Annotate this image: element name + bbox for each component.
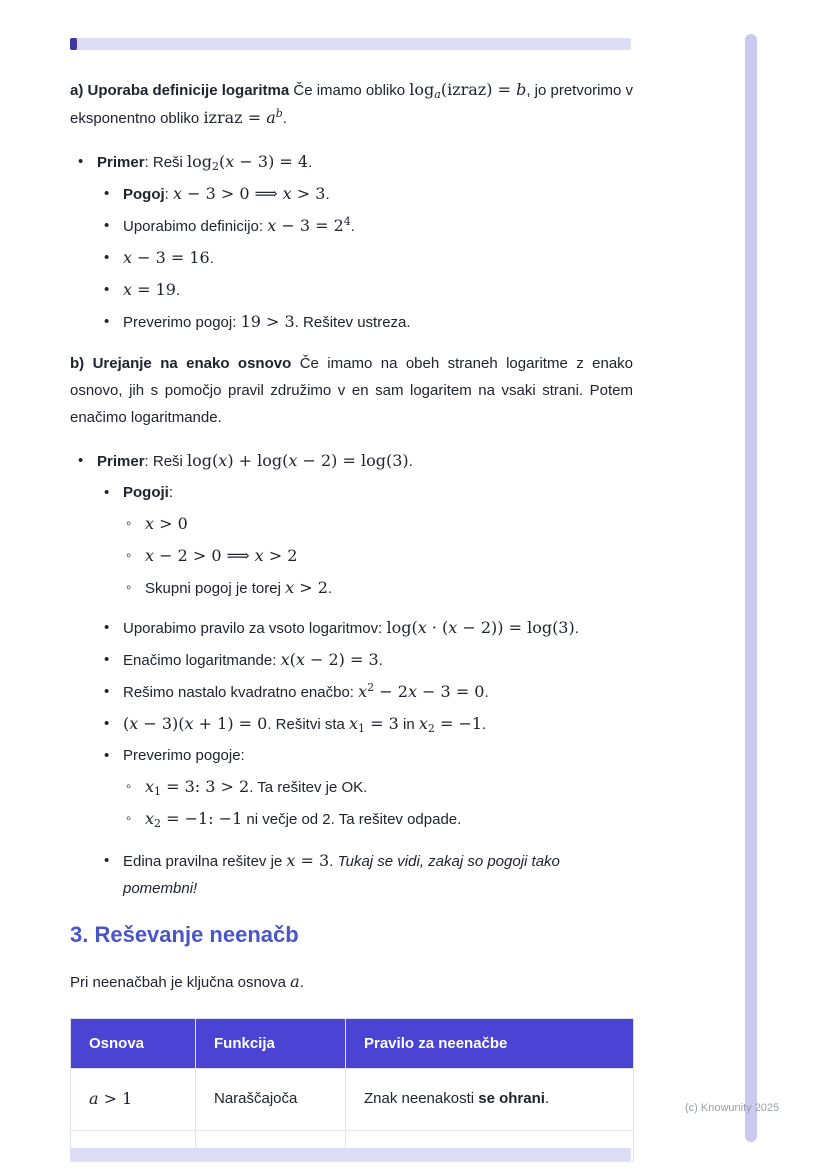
list-item: ◦ x > 0: [70, 510, 633, 538]
table-cell-pravilo: Znak neenakosti se ohrani.: [346, 1069, 634, 1131]
list-item: • Primer: Reši log(x) + log(x − 2) = log(3).: [70, 447, 633, 475]
list-item: ◦ $x_2 = -1$: −1 ni večje od 2. Ta rešitev odpade.: [70, 805, 633, 833]
bullet-icon: •: [104, 852, 110, 869]
bullet-icon: •: [104, 619, 110, 636]
paragraph-neenacbe-osnova: Pri neenačbah je ključna osnova a.: [70, 972, 304, 991]
bullet-icon: •: [104, 484, 110, 501]
table-cell-funkcija: Naraščajoča: [196, 1069, 346, 1131]
list-item: • (x − 3)(x + 1) = 0. Rešitvi sta $x_1 = 3$ in $x_2 = -1$.: [70, 710, 633, 738]
rules-table: [70, 1018, 634, 1162]
document-content: [70, 76, 633, 1162]
list-item: • x − 3 = 16.: [70, 244, 633, 272]
table-cell-osnova: a > 1: [71, 1069, 196, 1131]
circle-bullet-icon: ◦: [126, 810, 132, 827]
section-highlight-bar: [70, 38, 631, 50]
watermark: (c) Knowunity 2025: [685, 1102, 780, 1114]
list-item: • Preverimo pogoj: 19 > 3. Rešitev ustreza.: [70, 308, 633, 336]
scrollbar-thumb[interactable]: [745, 34, 757, 1142]
list-example-b: [70, 447, 633, 902]
section-heading-resevanje-neenacb: 3. Reševanje neenačb: [70, 922, 299, 947]
table-header-cell-funkcija: Funkcija: [196, 1019, 346, 1069]
bullet-icon: •: [104, 747, 110, 764]
highlight-marker-icon: [70, 38, 77, 50]
table-header-cell-osnova: Osnova: [71, 1019, 196, 1069]
list-item: • Pogoji:: [70, 479, 633, 506]
paragraph-urejanje-na-enako-osnovo: b) Urejanje na enako osnovo Če imamo na obeh straneh logaritme z enako osnovo, jih s pomočjo pravil združimo v en sam logaritem na vsaki strani. Potem enačimo logaritmande.: [70, 355, 634, 426]
bullet-icon: •: [104, 313, 110, 330]
circle-bullet-icon: ◦: [126, 778, 132, 795]
bullet-icon: •: [104, 249, 110, 266]
bullet-icon: •: [104, 281, 110, 298]
table-header-row: [71, 1019, 634, 1069]
list-example-a: [70, 148, 633, 336]
list-item: ◦ $x_1 = 3$: 3 > 2. Ta rešitev je OK.: [70, 773, 633, 801]
circle-bullet-icon: ◦: [126, 515, 132, 532]
list-item: • Rešimo nastalo kvadratno enačbo: $x^2 - 2x - 3 = 0$.: [70, 678, 633, 706]
bullet-icon: •: [104, 715, 110, 732]
list-item: • Pogoj: x − 3 > 0 ⟹ x > 3.: [70, 180, 633, 208]
list-item: • Preverimo pogoje:: [70, 742, 633, 769]
list-item: • Enačimo logaritmande: x(x − 2) = 3.: [70, 646, 633, 674]
table-header-cell-pravilo: Pravilo za neenačbe: [346, 1019, 634, 1069]
bullet-icon: •: [104, 185, 110, 202]
paragraph-definicija-logaritma: a) Uporaba definicije logaritma Če imamo obliko $\log_a(izraz) = b$, jo pretvorimo v eksponentno obliko izraz = $a^b$.: [70, 80, 634, 127]
table-row: [71, 1069, 634, 1131]
list-item: • Edina pravilna rešitev je x = 3. Tukaj se vidi, zakaj so pogoji tako pomembni!: [70, 847, 633, 902]
bullet-icon: •: [104, 683, 110, 700]
list-item: ◦ x − 2 > 0 ⟹ x > 2: [70, 542, 633, 570]
bullet-icon: •: [78, 452, 84, 469]
list-item: • x = 19.: [70, 276, 633, 304]
bullet-icon: •: [104, 651, 110, 668]
bullet-icon: •: [104, 217, 110, 234]
list-item: • Uporabimo pravilo za vsoto logaritmov: log(x · (x − 2)) = log(3).: [70, 614, 633, 642]
section-highlight-bar-bottom: [70, 1148, 631, 1161]
list-item: • Primer: Reši $\log_2(x - 3) = 4$.: [70, 148, 633, 176]
circle-bullet-icon: ◦: [126, 547, 132, 564]
list-item: ◦ Skupni pogoj je torej x > 2.: [70, 574, 633, 602]
list-item: • Uporabimo definicijo: $x - 3 = 2^4$.: [70, 212, 633, 240]
circle-bullet-icon: ◦: [126, 579, 132, 596]
bullet-icon: •: [78, 153, 84, 170]
